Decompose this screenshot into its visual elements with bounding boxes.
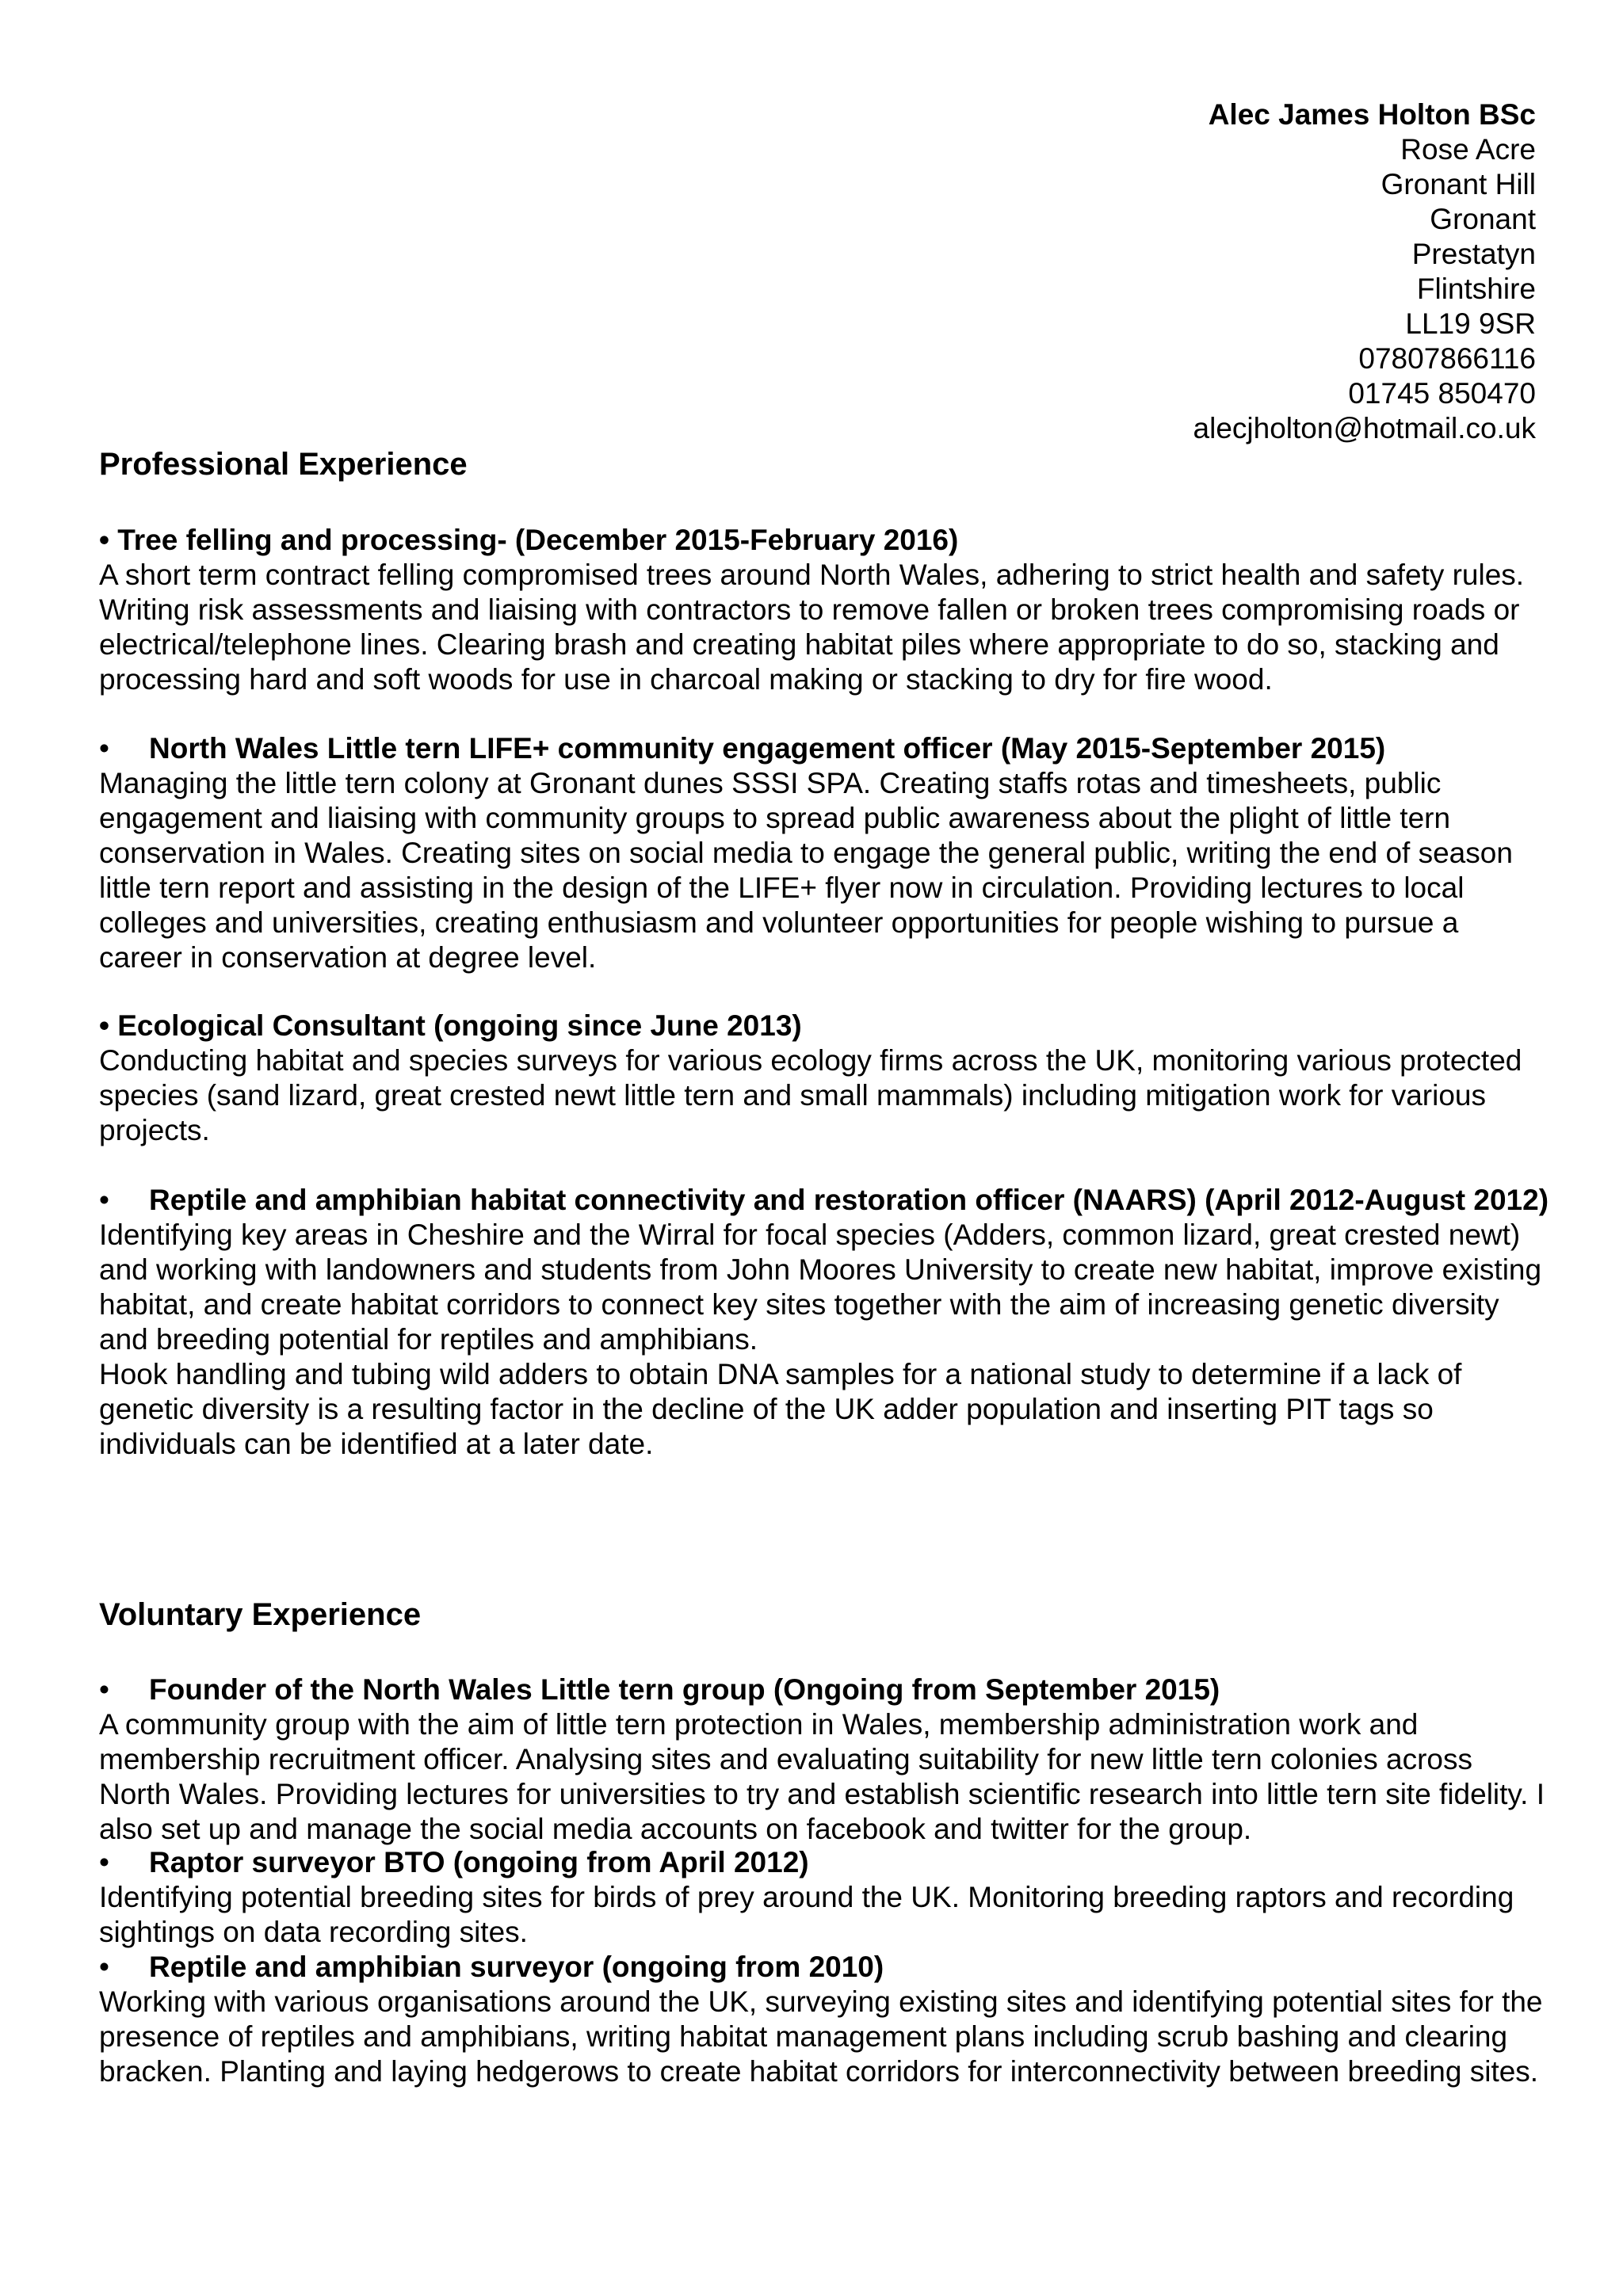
entry-heading — [99, 731, 1549, 766]
entry-heading-text: Tree felling and processing- (December 2015-February 2016) — [117, 524, 959, 556]
address-line: Prestatyn — [1411, 238, 1536, 270]
entry-heading — [99, 1183, 1549, 1218]
voluntary-experience-heading: Voluntary Experience — [99, 1597, 422, 1632]
entry-description: Identifying potential breeding sites for birds of prey around the UK. Monitoring breeding raptors and recording sightings on data recording sites. — [99, 1881, 1514, 1948]
entry-heading — [99, 1950, 1549, 1985]
experience-entry — [99, 1009, 1549, 1148]
entry-heading — [99, 523, 1549, 558]
address-line: Gronant Hill — [1381, 168, 1536, 200]
experience-entry — [99, 523, 1549, 697]
entry-heading-text: Ecological Consultant (ongoing since June 2013) — [117, 1009, 802, 1042]
entry-description: Working with various organisations around the UK, surveying existing sites and identifying potential sites for the presence of reptiles and amphibians, writing habitat management plans including scrub bashing and clearing bracken. Planting and laying hedgerows to create habitat corridors for interconnectivity between breeding sites. — [99, 1985, 1543, 2088]
entry-heading-text: Raptor surveyor BTO (ongoing from April 2012) — [149, 1846, 809, 1878]
entry-heading — [99, 1672, 1549, 1707]
address-line: Gronant — [1430, 203, 1536, 235]
entry-description: A community group with the aim of little tern protection in Wales, membership administration work and membership recruitment officer. Analysing sites and evaluating suitability for new little tern colonies across North Wales. Providing lectures for universities to try and establish scientific research into little tern site fidelity. I also set up and manage the social media accounts on facebook and twitter for the group. — [99, 1708, 1545, 1845]
contact-block — [823, 97, 1536, 446]
entry-description: Identifying key areas in Cheshire and the Wirral for focal species (Adders, common lizard, great crested newt) and working with landowners and students from John Moores University to create new habitat, improve existing habitat, and create habitat corridors to connect key sites together with the aim of increasing genetic diversity and breeding potential for reptiles and amphibians. — [99, 1219, 1542, 1356]
bullet: • — [99, 1009, 109, 1042]
bullet: • — [99, 1951, 109, 1983]
entry-heading-text: Founder of the North Wales Little tern group (Ongoing from September 2015) — [149, 1673, 1220, 1706]
entry-heading-text: Reptile and amphibian surveyor (ongoing from 2010) — [149, 1951, 884, 1983]
bullet: • — [99, 732, 109, 765]
bullet: • — [99, 1184, 109, 1216]
postcode: LL19 9SR — [1405, 307, 1536, 340]
entry-description: Conducting habitat and species surveys for various ecology firms across the UK, monitoring various protected species (sand lizard, great crested newt little tern and small mammals) including mitigation work for various projects. — [99, 1044, 1522, 1146]
professional-experience-heading: Professional Experience — [99, 447, 468, 482]
mobile-number: 07807866116 — [1358, 342, 1536, 375]
entry-heading-text: Reptile and amphibian habitat connectivity and restoration officer (NAARS) (April 2012-August 2012) — [149, 1184, 1549, 1216]
entry-heading — [99, 1009, 1549, 1043]
experience-entry — [99, 1672, 1549, 1847]
entry-description: A short term contract felling compromised trees around North Wales, adhering to strict health and safety rules. Writing risk assessments and liaising with contractors to remove fallen or broken trees compromising roads or electrical/telephone lines. Clearing brash and creating habitat piles where appropriate to do so, stacking and processing hard and soft woods for use in charcoal making or stacking to dry for fire wood. — [99, 559, 1525, 696]
entry-description: Managing the little tern colony at Gronant dunes SSSI SPA. Creating staffs rotas and timesheets, public engagement and liaising with community groups to spread public awareness about the plight of little tern conservation in Wales. Creating sites on social media to engage the general public, writing the end of season little tern report and assisting in the design of the LIFE+ flyer now in circulation. Providing lectures to local colleges and universities, creating enthusiasm and volunteer opportunities for people wishing to pursue a career in conservation at degree level. — [99, 767, 1513, 974]
entry-heading-text: North Wales Little tern LIFE+ community engagement officer (May 2015-September 2015) — [149, 732, 1386, 765]
phone-number: 01745 850470 — [1348, 377, 1536, 410]
address-line: Flintshire — [1416, 273, 1536, 305]
bullet: • — [99, 1846, 109, 1878]
experience-entry — [99, 1183, 1549, 1462]
experience-entry — [99, 731, 1549, 975]
address-line: Rose Acre — [1400, 133, 1536, 166]
experience-entry — [99, 1950, 1549, 2089]
entry-description-continued: Hook handling and tubing wild adders to obtain DNA samples for a national study to determine if a lack of genetic diversity is a resulting factor in the decline of the UK adder population and inserting PIT tags so individuals can be identified at a later date. — [99, 1358, 1462, 1460]
email-address: alecjholton@hotmail.co.uk — [1193, 412, 1536, 444]
candidate-name: Alec James Holton BSc — [1208, 98, 1536, 131]
bullet: • — [99, 1673, 109, 1706]
bullet: • — [99, 524, 109, 556]
entry-heading — [99, 1845, 1549, 1880]
experience-entry — [99, 1845, 1549, 1950]
